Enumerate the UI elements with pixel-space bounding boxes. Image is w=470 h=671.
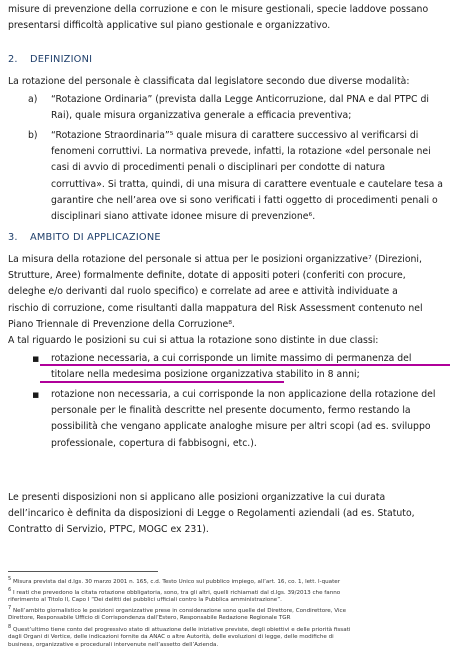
footnote-text: business, organizzative e procedurali intervenute nell’assetto dell’Azienda. [8, 642, 219, 649]
footnote-text: I reati che prevedono la citata rotazione obbligatoria, sono, tra gli altri, quelli richiamati dal d.lgs. 39/2013 che fanno [12, 589, 341, 596]
text-line: Strutture, Aree) formalmente definite, dotate di appositi poteri (conferiti con procure, [8, 270, 406, 282]
footnote-text: dagli Organi di Vertice, delle indicazioni fornite da ANAC o altre Autorità, delle evoluzioni di legge, delle modifiche di [8, 634, 334, 641]
intro-paragraph [8, 2, 448, 34]
footnote-text: Nell’ambito giornalistico le posizioni organizzative prese in considerazione sono quelle del Direttore, Condirettore, Vice [12, 607, 347, 614]
bullet-text [51, 387, 451, 452]
footnote-text: Misura prevista dal d.lgs. 30 marzo 2001 n. 165, c.d. Testo Unico sul pubblico impiego, all’art. 16, co. 1, lett. l-quater [12, 578, 341, 585]
text-line: “Rotazione Straordinaria”⁵ quale misura di carattere successivo al verificarsi di [51, 130, 419, 141]
bullet-text [51, 351, 451, 383]
footnote-number: 7 [8, 605, 12, 611]
definizioni-paragraph [8, 74, 448, 90]
text-line: rischio di corruzione, come risultanti dalla mappatura del Risk Assessment contenuto nel [8, 302, 423, 314]
text-line: garantire che nell’area ove si sono verificati i fatti oggetto di procedimenti penali o [51, 194, 438, 206]
text-line: Rai), quale misura organizzativa generale a efficacia preventiva; [51, 110, 352, 122]
text-line: deleghe e/o derivanti dal ruolo specifico) e correlate ad aree e attività individuate a [8, 286, 398, 298]
list-item-text [51, 128, 451, 225]
footnote-text: Direttore, Responsabile Ufficio di Corrispondenza dall’Estero, Responsabile Redazione Regionale TGR [8, 615, 291, 622]
footnote-text: riferimento al Titolo II, Capo I “Dei delitti dei pubblici ufficiali contro la Pubblica amministrazione”. [8, 597, 282, 604]
text-line: Contratto di Servizio, PTPC, MOGC ex 231). [8, 524, 209, 536]
text-line: A tal riguardo le posizioni su cui si attua la rotazione sono distinte in due classi: [8, 335, 379, 346]
text-line: dell’incarico è definita da disposizioni di Legge o Regolamenti aziendali (ad es. Statuto, [8, 508, 415, 520]
bullet-marker: ▪ [32, 352, 40, 365]
text-line: rotazione necessaria, a cui corrisponde un limite massimo di permanenza del [51, 353, 412, 364]
text-line: professionale, copertura di fabbisogni, etc.). [51, 437, 257, 449]
section-heading-definizioni [8, 54, 92, 65]
bullet-item-non-necessaria [8, 387, 448, 453]
highlight-underline [40, 364, 450, 366]
list-marker: b) [28, 130, 38, 141]
section-heading-ambito [8, 232, 161, 243]
text-line: fenomeni corruttivi. La normativa prevede, infatti, la rotazione «del personale nei [51, 146, 431, 158]
footnote-6 [8, 587, 463, 605]
section-number: 2. [8, 54, 18, 65]
footnote-number: 8 [8, 624, 12, 630]
highlight-underline [40, 381, 284, 383]
bullet-item-necessaria [8, 351, 448, 385]
text-line: misure di prevenzione della corruzione e con le misure gestionali, specie laddove possano [8, 4, 429, 15]
ambito-paragraph-3 [8, 490, 448, 539]
footnote-number: 6 [8, 587, 12, 593]
text-line: disciplinari siano attivate idonee misure di prevenzione⁶. [51, 211, 316, 223]
footnote-7 [8, 605, 463, 623]
text-line: Le presenti disposizioni non si applicano alle posizioni organizzative la cui durata [8, 492, 386, 503]
text-line: corruttiva». Si tratta, quindi, di una misura di carattere eventuale e cautelare tesa a [51, 178, 444, 190]
text-line: possibilità che vengano applicate analoghe misure per altri scopi (ad es. sviluppo [51, 421, 431, 433]
text-line: presentarsi difficoltà applicative sul piano gestionale e organizzativo. [8, 20, 331, 32]
list-item-a [8, 92, 448, 126]
text-line: casi di avvio di procedimenti penali o disciplinari per condotte di natura [51, 162, 386, 174]
footnote-separator [8, 571, 158, 572]
text-line: La rotazione del personale è classificata dal legislatore secondo due diverse modalità: [8, 76, 410, 87]
text-line: La misura della rotazione del personale si attua per le posizioni organizzative⁷ (Direzioni, [8, 254, 422, 265]
bullet-marker: ▪ [32, 388, 40, 401]
footnote-8 [8, 624, 463, 650]
text-line: “Rotazione Ordinaria” (prevista dalla Legge Anticorruzione, dal PNA e dal PTPC di [51, 94, 429, 105]
text-line: personale per le finalità descritte nel presente documento, fermo restando la [51, 405, 411, 417]
section-title: AMBITO DI APPLICAZIONE [30, 232, 161, 243]
list-item-b [8, 128, 448, 226]
footnote-text: Quest’ultimo tiene conto del progressivo stato di attuazione delle iniziative previste, degli obiettivi e delle priorità fissati [12, 626, 351, 633]
section-title: DEFINIZIONI [30, 54, 93, 65]
section-number: 3. [8, 232, 18, 243]
text-line: rotazione non necessaria, a cui corrisponde la non applicazione della rotazione del [51, 389, 436, 400]
list-marker: a) [28, 94, 38, 105]
ambito-paragraph-2 [8, 333, 448, 349]
ambito-paragraph-1 [8, 252, 448, 333]
text-line: Piano Triennale di Prevenzione della Corruzione⁸. [8, 318, 235, 330]
footnote-5 [8, 576, 463, 586]
footnote-number: 5 [8, 576, 12, 582]
text-line: titolare nella medesima posizione organizzativa stabilito in 8 anni; [51, 369, 360, 381]
list-item-text [51, 92, 451, 124]
